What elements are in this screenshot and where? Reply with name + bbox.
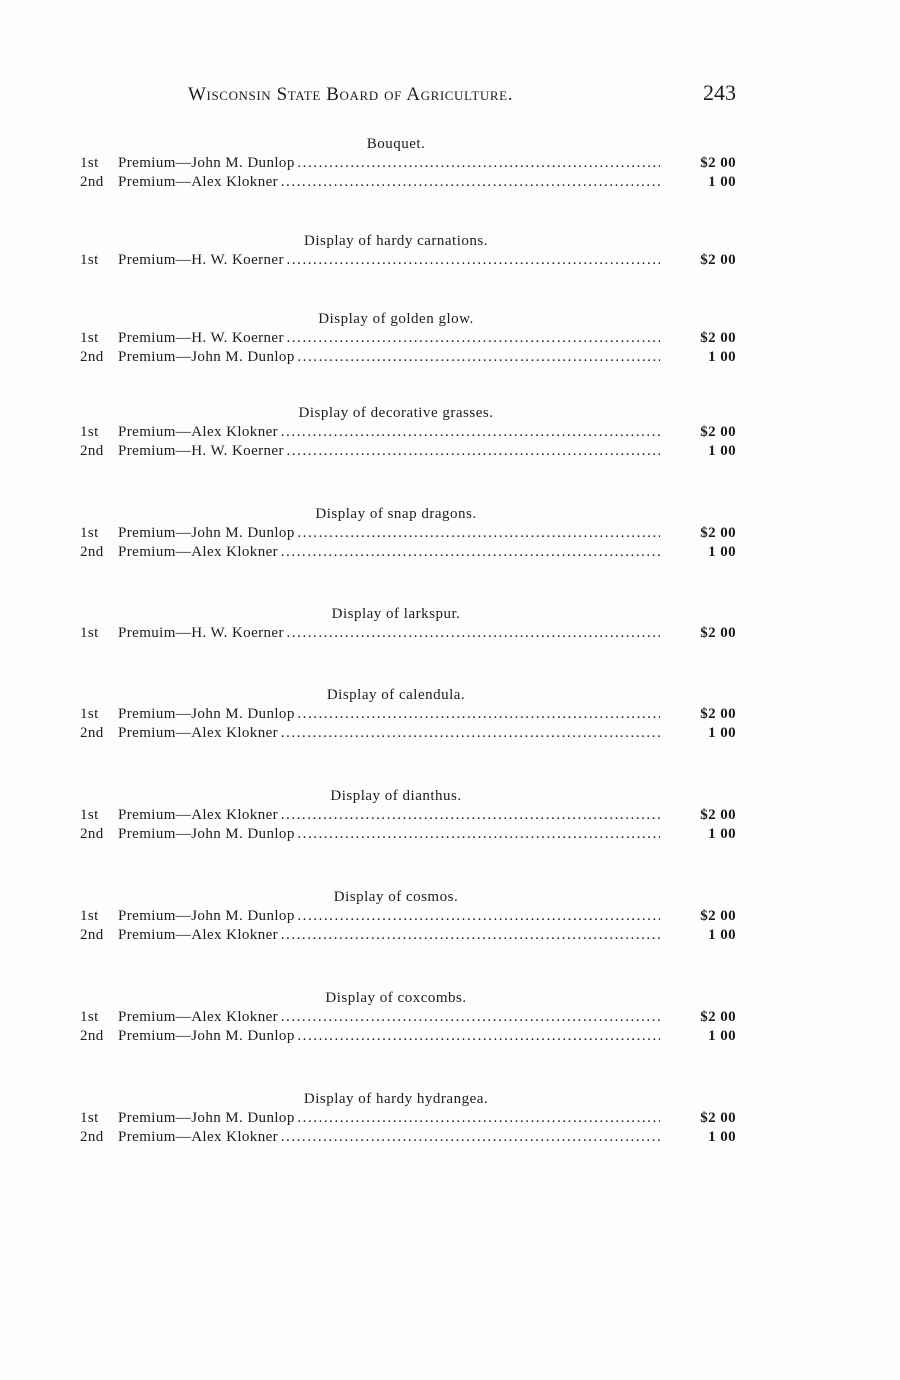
entry-label: Premium—Alex Klokner . . . (118, 1008, 660, 1027)
entry-place: 2nd (80, 927, 104, 943)
section-title: Display of cosmos. (333, 889, 459, 905)
page-number: 243 (703, 80, 736, 105)
entry-label: Premium—Alex Klokner . . . (118, 806, 660, 825)
entry-label: Premium—John M. Dunlop . . . (118, 1109, 660, 1128)
premium-section (80, 786, 736, 844)
premium-entry (80, 543, 736, 562)
premium-section (80, 309, 736, 367)
premium-section (80, 604, 736, 643)
entry-label: Premium—Alex Klokner . . . (118, 543, 660, 562)
entry-place: 2nd (80, 1129, 104, 1145)
entry-label: Premium—John M. Dunlop . . . (118, 705, 660, 724)
section-title: Display of dianthus. (330, 788, 462, 804)
entry-label: Premium—Alex Klokner . . . (118, 423, 660, 442)
section-title: Display of hardy hydrangea. (303, 1091, 489, 1107)
entry-label: Premium—John M. Dunlop . . . (118, 154, 660, 173)
section-title: Display of calendula. (326, 687, 466, 703)
premium-entry (80, 442, 736, 461)
entry-amount: $2 00 (700, 155, 736, 171)
entry-amount: $2 00 (700, 625, 736, 641)
entry-amount: $2 00 (700, 908, 736, 924)
premium-section (80, 403, 736, 461)
running-head-title: Wisconsin State Board of Agriculture. (188, 84, 514, 105)
entry-amount: 1 00 (708, 1028, 736, 1044)
premium-entry (80, 1008, 736, 1027)
entry-label: Premuim—H. W. Koerner . . . (118, 624, 660, 643)
entry-amount: $2 00 (700, 252, 736, 268)
entry-amount: $2 00 (700, 424, 736, 440)
entry-amount: 1 00 (708, 927, 736, 943)
premium-section (80, 504, 736, 562)
entry-place: 1st (80, 706, 99, 722)
entry-label: Premium—H. W. Koerner . . . (118, 329, 660, 348)
entry-place: 1st (80, 1110, 99, 1126)
entry-label: Premium—John M. Dunlop . . . (118, 348, 660, 367)
premium-entry (80, 348, 736, 367)
premium-entry (80, 173, 736, 192)
entry-place: 1st (80, 424, 99, 440)
premium-entry (80, 825, 736, 844)
entry-label: Premium—H. W. Koerner . . . (118, 251, 660, 270)
entry-amount: $2 00 (700, 807, 736, 823)
entry-label: Premium—John M. Dunlop . . . (118, 1027, 660, 1046)
entry-label: Premium—H. W. Koerner . . . (118, 442, 660, 461)
entry-place: 1st (80, 252, 99, 268)
premium-section (80, 988, 736, 1046)
premium-entry (80, 624, 736, 643)
premium-entry (80, 705, 736, 724)
entry-place: 2nd (80, 349, 104, 365)
section-title: Display of larkspur. (331, 606, 461, 622)
entry-amount: 1 00 (708, 443, 736, 459)
section-title: Display of snap dragons. (315, 506, 477, 522)
entry-place: 1st (80, 1009, 99, 1025)
entry-place: 2nd (80, 1028, 104, 1044)
section-title: Display of golden glow. (318, 311, 474, 327)
premium-section (80, 887, 736, 945)
entry-place: 2nd (80, 174, 104, 190)
entry-amount: 1 00 (708, 544, 736, 560)
premium-entry (80, 423, 736, 442)
entry-place: 2nd (80, 826, 104, 842)
premium-entry (80, 524, 736, 543)
entry-label: Premium—Alex Klokner . . . (118, 926, 660, 945)
entry-amount: $2 00 (700, 706, 736, 722)
entry-place: 1st (80, 807, 99, 823)
entry-amount: $2 00 (700, 330, 736, 346)
premium-entry (80, 1109, 736, 1128)
entry-label: Premium—Alex Klokner . . . (118, 724, 660, 743)
entry-place: 1st (80, 330, 99, 346)
entry-amount: $2 00 (700, 525, 736, 541)
entry-label: Premium—John M. Dunlop . . . (118, 825, 660, 844)
entry-label: Premium—Alex Klokner . . . (118, 1128, 660, 1147)
premium-entry (80, 1027, 736, 1046)
premium-section (80, 1089, 736, 1147)
section-title: Display of decorative grasses. (298, 405, 494, 421)
premium-section (80, 134, 736, 192)
entry-amount: 1 00 (708, 826, 736, 842)
premium-entry (80, 806, 736, 825)
premium-entry (80, 724, 736, 743)
entry-label: Premium—Alex Klokner . . . (118, 173, 660, 192)
premium-entry (80, 1128, 736, 1147)
section-title: Display of coxcombs. (325, 990, 467, 1006)
entry-place: 2nd (80, 544, 104, 560)
premium-section (80, 685, 736, 743)
entry-amount: 1 00 (708, 174, 736, 190)
entry-label: Premium—John M. Dunlop . . . (118, 524, 660, 543)
entry-place: 1st (80, 908, 99, 924)
premium-entry (80, 329, 736, 348)
section-title: Display of hardy carnations. (304, 233, 488, 249)
running-head (80, 78, 736, 112)
entry-amount: 1 00 (708, 1129, 736, 1145)
entry-amount: 1 00 (708, 725, 736, 741)
premium-entry (80, 251, 736, 270)
entry-place: 1st (80, 625, 99, 641)
entry-place: 1st (80, 155, 99, 171)
entry-amount: $2 00 (700, 1110, 736, 1126)
entry-place: 2nd (80, 725, 104, 741)
premium-entry (80, 154, 736, 173)
entry-amount: 1 00 (708, 349, 736, 365)
section-title: Bouquet. (366, 136, 426, 152)
premium-entry (80, 926, 736, 945)
entry-place: 2nd (80, 443, 104, 459)
entry-label: Premium—John M. Dunlop . . . (118, 907, 660, 926)
entry-amount: $2 00 (700, 1009, 736, 1025)
premium-entry (80, 907, 736, 926)
premium-section (80, 231, 736, 270)
entry-place: 1st (80, 525, 99, 541)
